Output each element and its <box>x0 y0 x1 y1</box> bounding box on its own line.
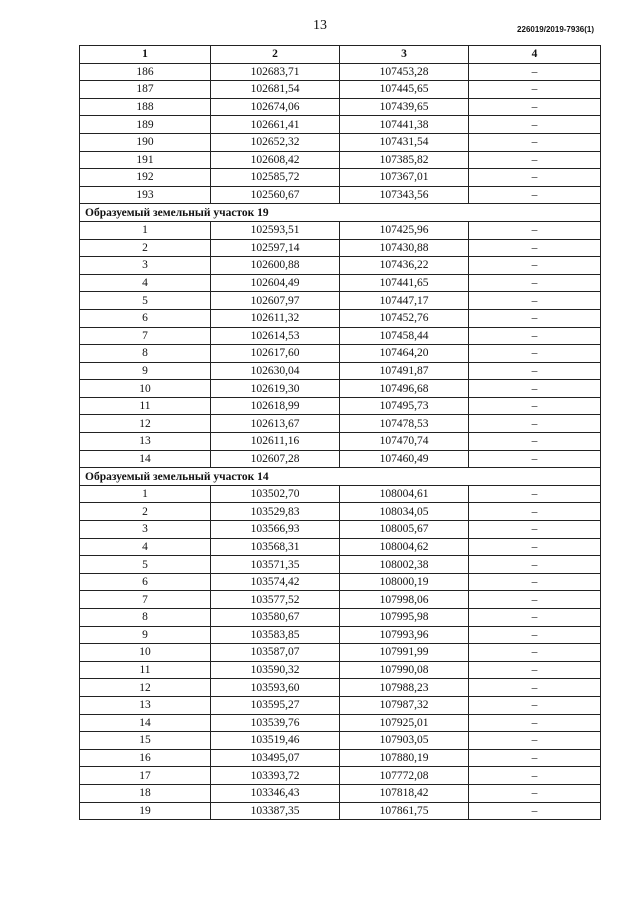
section-row <box>80 204 601 222</box>
x-coordinate-cell: 102585,72 <box>211 169 340 187</box>
table-row <box>80 609 601 627</box>
x-coordinate-cell: 102611,32 <box>211 309 340 327</box>
section-title: Образуемый земельный участок 14 <box>80 468 601 486</box>
point-number-cell: 5 <box>80 556 211 574</box>
table-row <box>80 661 601 679</box>
y-coordinate-cell: 107385,82 <box>340 151 469 169</box>
note-cell: – <box>469 661 601 679</box>
table-row <box>80 732 601 750</box>
note-cell: – <box>469 485 601 503</box>
y-coordinate-cell: 107464,20 <box>340 345 469 363</box>
x-coordinate-cell: 103571,35 <box>211 556 340 574</box>
point-number-cell: 9 <box>80 626 211 644</box>
point-number-cell: 10 <box>80 644 211 662</box>
table-row <box>80 767 601 785</box>
table-row <box>80 380 601 398</box>
table-row <box>80 538 601 556</box>
point-number-cell: 10 <box>80 380 211 398</box>
point-number-cell: 8 <box>80 609 211 627</box>
point-number-cell: 4 <box>80 274 211 292</box>
note-cell: – <box>469 732 601 750</box>
x-coordinate-cell: 102613,67 <box>211 415 340 433</box>
table-row <box>80 714 601 732</box>
note-cell: – <box>469 81 601 99</box>
x-coordinate-cell: 103393,72 <box>211 767 340 785</box>
point-number-cell: 3 <box>80 257 211 275</box>
point-number-cell: 190 <box>80 133 211 151</box>
y-coordinate-cell: 107453,28 <box>340 63 469 81</box>
note-cell: – <box>469 397 601 415</box>
y-coordinate-cell: 107470,74 <box>340 433 469 451</box>
note-cell: – <box>469 239 601 257</box>
point-number-cell: 192 <box>80 169 211 187</box>
point-number-cell: 2 <box>80 503 211 521</box>
table-row <box>80 362 601 380</box>
x-coordinate-cell: 103502,70 <box>211 485 340 503</box>
table-row <box>80 415 601 433</box>
x-coordinate-cell: 103387,35 <box>211 802 340 820</box>
point-number-cell: 19 <box>80 802 211 820</box>
note-cell: – <box>469 573 601 591</box>
x-coordinate-cell: 102607,28 <box>211 450 340 468</box>
table-row <box>80 503 601 521</box>
y-coordinate-cell: 108034,05 <box>340 503 469 521</box>
table-row <box>80 626 601 644</box>
note-cell: – <box>469 802 601 820</box>
y-coordinate-cell: 107991,99 <box>340 644 469 662</box>
point-number-cell: 12 <box>80 415 211 433</box>
table-row <box>80 749 601 767</box>
table-row <box>80 327 601 345</box>
note-cell: – <box>469 749 601 767</box>
x-coordinate-cell: 103568,31 <box>211 538 340 556</box>
table-row <box>80 450 601 468</box>
y-coordinate-cell: 107861,75 <box>340 802 469 820</box>
y-coordinate-cell: 107343,56 <box>340 186 469 204</box>
note-cell: – <box>469 415 601 433</box>
note-cell: – <box>469 609 601 627</box>
x-coordinate-cell: 103577,52 <box>211 591 340 609</box>
x-coordinate-cell: 102683,71 <box>211 63 340 81</box>
table-row <box>80 802 601 820</box>
x-coordinate-cell: 102619,30 <box>211 380 340 398</box>
note-cell: – <box>469 63 601 81</box>
note-cell: – <box>469 345 601 363</box>
x-coordinate-cell: 102614,53 <box>211 327 340 345</box>
y-coordinate-cell: 107441,38 <box>340 116 469 134</box>
y-coordinate-cell: 107903,05 <box>340 732 469 750</box>
section-row <box>80 468 601 486</box>
note-cell: – <box>469 679 601 697</box>
note-cell: – <box>469 767 601 785</box>
point-number-cell: 193 <box>80 186 211 204</box>
coordinates-table <box>79 45 601 820</box>
point-number-cell: 9 <box>80 362 211 380</box>
point-number-cell: 14 <box>80 714 211 732</box>
x-coordinate-cell: 102608,42 <box>211 151 340 169</box>
x-coordinate-cell: 102607,97 <box>211 292 340 310</box>
x-coordinate-cell: 103539,76 <box>211 714 340 732</box>
note-cell: – <box>469 380 601 398</box>
point-number-cell: 191 <box>80 151 211 169</box>
y-coordinate-cell: 107998,06 <box>340 591 469 609</box>
point-number-cell: 1 <box>80 221 211 239</box>
note-cell: – <box>469 151 601 169</box>
point-number-cell: 1 <box>80 485 211 503</box>
y-coordinate-cell: 107439,65 <box>340 98 469 116</box>
note-cell: – <box>469 503 601 521</box>
point-number-cell: 6 <box>80 573 211 591</box>
point-number-cell: 186 <box>80 63 211 81</box>
point-number-cell: 12 <box>80 679 211 697</box>
note-cell: – <box>469 362 601 380</box>
x-coordinate-cell: 102652,32 <box>211 133 340 151</box>
point-number-cell: 16 <box>80 749 211 767</box>
x-coordinate-cell: 102661,41 <box>211 116 340 134</box>
table-row <box>80 221 601 239</box>
point-number-cell: 7 <box>80 591 211 609</box>
table-row <box>80 81 601 99</box>
x-coordinate-cell: 102560,67 <box>211 186 340 204</box>
table-row <box>80 644 601 662</box>
table-row <box>80 696 601 714</box>
y-coordinate-cell: 107496,68 <box>340 380 469 398</box>
x-coordinate-cell: 102618,99 <box>211 397 340 415</box>
table-row <box>80 169 601 187</box>
note-cell: – <box>469 556 601 574</box>
note-cell: – <box>469 257 601 275</box>
note-cell: – <box>469 186 601 204</box>
table-row <box>80 591 601 609</box>
table-row <box>80 292 601 310</box>
y-coordinate-cell: 107430,88 <box>340 239 469 257</box>
note-cell: – <box>469 169 601 187</box>
x-coordinate-cell: 103595,27 <box>211 696 340 714</box>
y-coordinate-cell: 107458,44 <box>340 327 469 345</box>
section-title: Образуемый земельный участок 19 <box>80 204 601 222</box>
x-coordinate-cell: 103346,43 <box>211 784 340 802</box>
note-cell: – <box>469 433 601 451</box>
point-number-cell: 8 <box>80 345 211 363</box>
y-coordinate-cell: 107447,17 <box>340 292 469 310</box>
note-cell: – <box>469 133 601 151</box>
x-coordinate-cell: 103574,42 <box>211 573 340 591</box>
x-coordinate-cell: 103593,60 <box>211 679 340 697</box>
y-coordinate-cell: 107880,19 <box>340 749 469 767</box>
y-coordinate-cell: 107452,76 <box>340 309 469 327</box>
table-row <box>80 573 601 591</box>
point-number-cell: 188 <box>80 98 211 116</box>
note-cell: – <box>469 98 601 116</box>
point-number-cell: 15 <box>80 732 211 750</box>
point-number-cell: 11 <box>80 397 211 415</box>
point-number-cell: 6 <box>80 309 211 327</box>
y-coordinate-cell: 108002,38 <box>340 556 469 574</box>
table-row <box>80 116 601 134</box>
note-cell: – <box>469 450 601 468</box>
table-row <box>80 485 601 503</box>
x-coordinate-cell: 103580,67 <box>211 609 340 627</box>
point-number-cell: 13 <box>80 433 211 451</box>
table-row <box>80 186 601 204</box>
y-coordinate-cell: 107436,22 <box>340 257 469 275</box>
table-row <box>80 433 601 451</box>
point-number-cell: 2 <box>80 239 211 257</box>
y-coordinate-cell: 107988,23 <box>340 679 469 697</box>
table-row <box>80 63 601 81</box>
point-number-cell: 5 <box>80 292 211 310</box>
x-coordinate-cell: 102617,60 <box>211 345 340 363</box>
table-row <box>80 345 601 363</box>
column-header: 4 <box>469 46 601 64</box>
y-coordinate-cell: 107460,49 <box>340 450 469 468</box>
document-reference: 226019/2019-7936(1) <box>517 25 594 34</box>
y-coordinate-cell: 107993,96 <box>340 626 469 644</box>
table-row <box>80 274 601 292</box>
x-coordinate-cell: 103590,32 <box>211 661 340 679</box>
x-coordinate-cell: 103587,07 <box>211 644 340 662</box>
point-number-cell: 17 <box>80 767 211 785</box>
column-header: 2 <box>211 46 340 64</box>
point-number-cell: 4 <box>80 538 211 556</box>
point-number-cell: 7 <box>80 327 211 345</box>
table-row <box>80 239 601 257</box>
note-cell: – <box>469 696 601 714</box>
note-cell: – <box>469 714 601 732</box>
x-coordinate-cell: 103529,83 <box>211 503 340 521</box>
y-coordinate-cell: 107441,65 <box>340 274 469 292</box>
column-header: 3 <box>340 46 469 64</box>
x-coordinate-cell: 102593,51 <box>211 221 340 239</box>
point-number-cell: 187 <box>80 81 211 99</box>
note-cell: – <box>469 626 601 644</box>
x-coordinate-cell: 102674,06 <box>211 98 340 116</box>
y-coordinate-cell: 107491,87 <box>340 362 469 380</box>
y-coordinate-cell: 107445,65 <box>340 81 469 99</box>
x-coordinate-cell: 102681,54 <box>211 81 340 99</box>
note-cell: – <box>469 309 601 327</box>
note-cell: – <box>469 221 601 239</box>
note-cell: – <box>469 538 601 556</box>
table-row <box>80 679 601 697</box>
table-row <box>80 556 601 574</box>
note-cell: – <box>469 274 601 292</box>
point-number-cell: 13 <box>80 696 211 714</box>
x-coordinate-cell: 102600,88 <box>211 257 340 275</box>
note-cell: – <box>469 521 601 539</box>
x-coordinate-cell: 103519,46 <box>211 732 340 750</box>
x-coordinate-cell: 102611,16 <box>211 433 340 451</box>
y-coordinate-cell: 107478,53 <box>340 415 469 433</box>
y-coordinate-cell: 108004,62 <box>340 538 469 556</box>
point-number-cell: 189 <box>80 116 211 134</box>
y-coordinate-cell: 107495,73 <box>340 397 469 415</box>
x-coordinate-cell: 103583,85 <box>211 626 340 644</box>
point-number-cell: 3 <box>80 521 211 539</box>
note-cell: – <box>469 591 601 609</box>
column-header: 1 <box>80 46 211 64</box>
y-coordinate-cell: 108005,67 <box>340 521 469 539</box>
y-coordinate-cell: 107990,08 <box>340 661 469 679</box>
x-coordinate-cell: 102604,49 <box>211 274 340 292</box>
note-cell: – <box>469 784 601 802</box>
y-coordinate-cell: 107995,98 <box>340 609 469 627</box>
table-row <box>80 133 601 151</box>
table-row <box>80 98 601 116</box>
x-coordinate-cell: 102597,14 <box>211 239 340 257</box>
table-header-row <box>80 46 601 64</box>
point-number-cell: 14 <box>80 450 211 468</box>
y-coordinate-cell: 108000,19 <box>340 573 469 591</box>
note-cell: – <box>469 116 601 134</box>
table-row <box>80 397 601 415</box>
table-row <box>80 151 601 169</box>
table-row <box>80 257 601 275</box>
y-coordinate-cell: 107987,32 <box>340 696 469 714</box>
x-coordinate-cell: 103495,07 <box>211 749 340 767</box>
table-row <box>80 784 601 802</box>
table-row <box>80 521 601 539</box>
x-coordinate-cell: 102630,04 <box>211 362 340 380</box>
x-coordinate-cell: 103566,93 <box>211 521 340 539</box>
y-coordinate-cell: 107925,01 <box>340 714 469 732</box>
table-row <box>80 309 601 327</box>
point-number-cell: 18 <box>80 784 211 802</box>
y-coordinate-cell: 108004,61 <box>340 485 469 503</box>
point-number-cell: 11 <box>80 661 211 679</box>
y-coordinate-cell: 107425,96 <box>340 221 469 239</box>
y-coordinate-cell: 107367,01 <box>340 169 469 187</box>
table-body <box>80 63 601 820</box>
y-coordinate-cell: 107772,08 <box>340 767 469 785</box>
page-number: 13 <box>313 18 327 33</box>
note-cell: – <box>469 327 601 345</box>
note-cell: – <box>469 292 601 310</box>
y-coordinate-cell: 107818,42 <box>340 784 469 802</box>
note-cell: – <box>469 644 601 662</box>
y-coordinate-cell: 107431,54 <box>340 133 469 151</box>
